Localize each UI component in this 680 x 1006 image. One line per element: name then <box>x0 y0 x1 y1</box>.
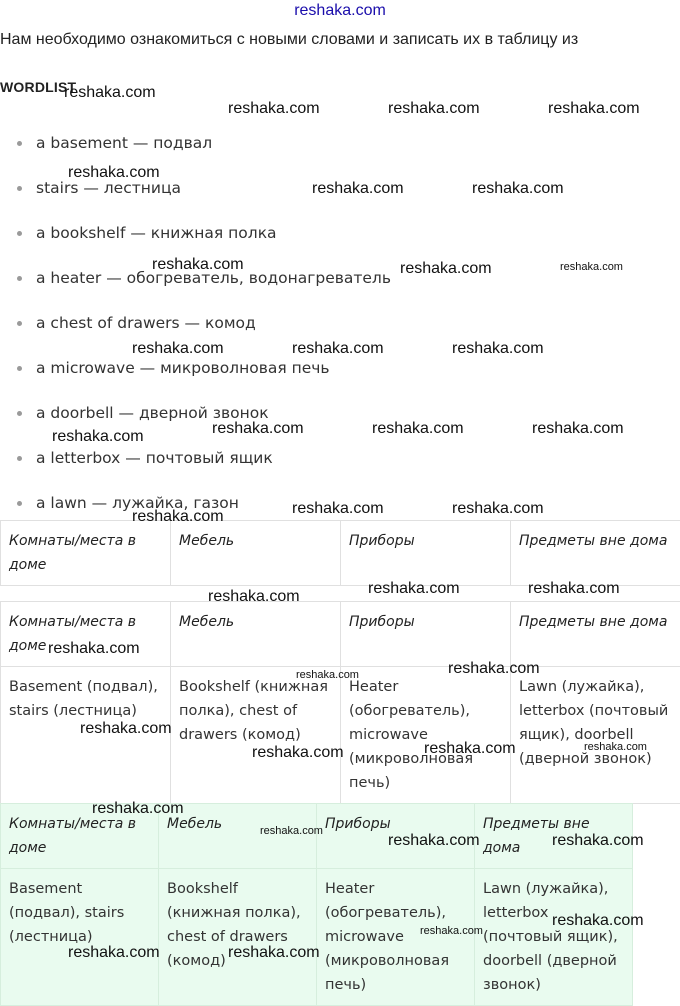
bullet-icon <box>17 411 22 416</box>
watermark: reshaka.com <box>68 944 160 961</box>
watermark: reshaka.com <box>292 340 384 357</box>
watermark: reshaka.com <box>448 660 540 677</box>
watermark: reshaka.com <box>228 100 320 117</box>
watermark: reshaka.com <box>452 500 544 517</box>
header-cell: Мебель <box>159 804 317 869</box>
watermark: reshaka.com <box>48 640 140 657</box>
watermark: reshaka.com <box>560 261 623 273</box>
watermark: reshaka.com <box>532 420 624 437</box>
header-cell: Предметы вне дома <box>511 521 680 586</box>
table-cell: Bookshelf (книжная полка), chest of drawers (комод) <box>159 869 317 1006</box>
watermark: reshaka.com <box>68 164 160 181</box>
list-item-text: a bookshelf — книжная полка <box>36 224 277 242</box>
table-words-highlighted <box>0 803 633 1006</box>
header-cell: Мебель <box>171 521 341 586</box>
table-cell: Bookshelf (книжная полка), chest of drawers (комод) <box>171 667 341 804</box>
table-cell: Basement (подвал), stairs (лестница) <box>1 869 159 1006</box>
list-item-text: a chest of drawers — комод <box>36 314 256 332</box>
header-cell: Приборы <box>317 804 475 869</box>
intro-text: Нам необходимо ознакомиться с новыми словами и записать их в таблицу из <box>0 31 579 48</box>
list-item-text: a heater — обогреватель, водонагреватель <box>36 269 391 287</box>
table-words <box>0 601 680 804</box>
watermark: reshaka.com <box>260 825 323 837</box>
watermark: reshaka.com <box>372 420 464 437</box>
table-row <box>1 667 680 804</box>
bullet-icon <box>17 321 22 326</box>
watermark: reshaka.com <box>388 100 480 117</box>
table-header-row <box>1 521 680 586</box>
watermark: reshaka.com <box>228 944 320 961</box>
watermark: reshaka.com <box>420 925 483 937</box>
watermark: reshaka.com <box>368 580 460 597</box>
bullet-icon <box>17 186 22 191</box>
watermark: reshaka.com <box>548 100 640 117</box>
watermark: reshaka.com <box>528 580 620 597</box>
header-cell: Мебель <box>171 602 341 667</box>
bullet-icon <box>17 231 22 236</box>
watermark: reshaka.com <box>212 420 304 437</box>
watermark: reshaka.com <box>80 720 172 737</box>
table-cell: Basement (подвал), stairs (лестница) <box>1 667 171 804</box>
watermark: reshaka.com <box>472 180 564 197</box>
list-item-text: a basement — подвал <box>36 134 213 152</box>
bullet-icon <box>17 456 22 461</box>
list-item <box>0 347 391 392</box>
bullet-icon <box>17 276 22 281</box>
watermark: reshaka.com <box>424 740 516 757</box>
watermark: reshaka.com <box>452 340 544 357</box>
header-cell: Комнаты/места в доме <box>1 521 171 586</box>
table-cell: Heater (обогреватель), microwave (микроволновая печь) <box>317 869 475 1006</box>
table-cell: Lawn (лужайка), letterbox (почтовый ящик), doorbell (дверной звонок) <box>475 869 633 1006</box>
list-item <box>0 392 391 437</box>
list-item-text: a lawn — лужайка, газон <box>36 494 239 512</box>
header-cell: Приборы <box>341 602 511 667</box>
watermark: reshaka.com <box>52 428 144 445</box>
watermark: reshaka.com <box>132 340 224 357</box>
header-cell: Приборы <box>341 521 511 586</box>
list-item <box>0 437 391 482</box>
watermark: reshaka.com <box>92 800 184 817</box>
header-cell: Комнаты/места в доме <box>1 804 159 869</box>
list-item <box>0 302 391 347</box>
watermark: reshaka.com <box>312 180 404 197</box>
header-cell: Предметы вне дома <box>511 602 680 667</box>
table-header-row <box>1 602 680 667</box>
watermark: reshaka.com <box>552 832 644 849</box>
list-item <box>0 257 391 302</box>
bullet-icon <box>17 141 22 146</box>
bullet-icon <box>17 501 22 506</box>
watermark: reshaka.com <box>132 508 224 525</box>
list-item-text: stairs — лестница <box>36 179 182 197</box>
list-item-text: a letterbox — почтовый ящик <box>36 449 273 467</box>
watermark: reshaka.com <box>292 500 384 517</box>
watermark: reshaka.com <box>64 84 156 101</box>
list-item <box>0 212 391 257</box>
list-item-text: a doorbell — дверной звонок <box>36 404 269 422</box>
watermark: reshaka.com <box>252 744 344 761</box>
wordlist-title: WORDLIST <box>0 79 77 95</box>
site-link[interactable]: reshaka.com <box>294 2 386 19</box>
header-cell: Предметы вне дома <box>475 804 633 869</box>
list-item-text: a microwave — микроволновая печь <box>36 359 330 377</box>
watermark: reshaka.com <box>552 912 644 929</box>
watermark: reshaka.com <box>152 256 244 273</box>
table-cell: Heater (обогреватель), microwave (микроволновая печь) <box>341 667 511 804</box>
table-header-row <box>1 804 633 869</box>
watermark: reshaka.com <box>296 669 359 681</box>
list-item <box>0 122 391 167</box>
watermark: reshaka.com <box>208 588 300 605</box>
wordlist <box>0 122 391 527</box>
watermark: reshaka.com <box>584 741 647 753</box>
bullet-icon <box>17 366 22 371</box>
list-item <box>0 167 391 212</box>
table-cell: Lawn (лужайка), letterbox (почтовый ящик), doorbell (дверной звонок) <box>511 667 680 804</box>
table-header-only <box>0 520 680 586</box>
header-cell: Комнаты/места в доме <box>1 602 171 667</box>
table-row <box>1 869 633 1006</box>
watermark: reshaka.com <box>400 260 492 277</box>
watermark: reshaka.com <box>388 832 480 849</box>
